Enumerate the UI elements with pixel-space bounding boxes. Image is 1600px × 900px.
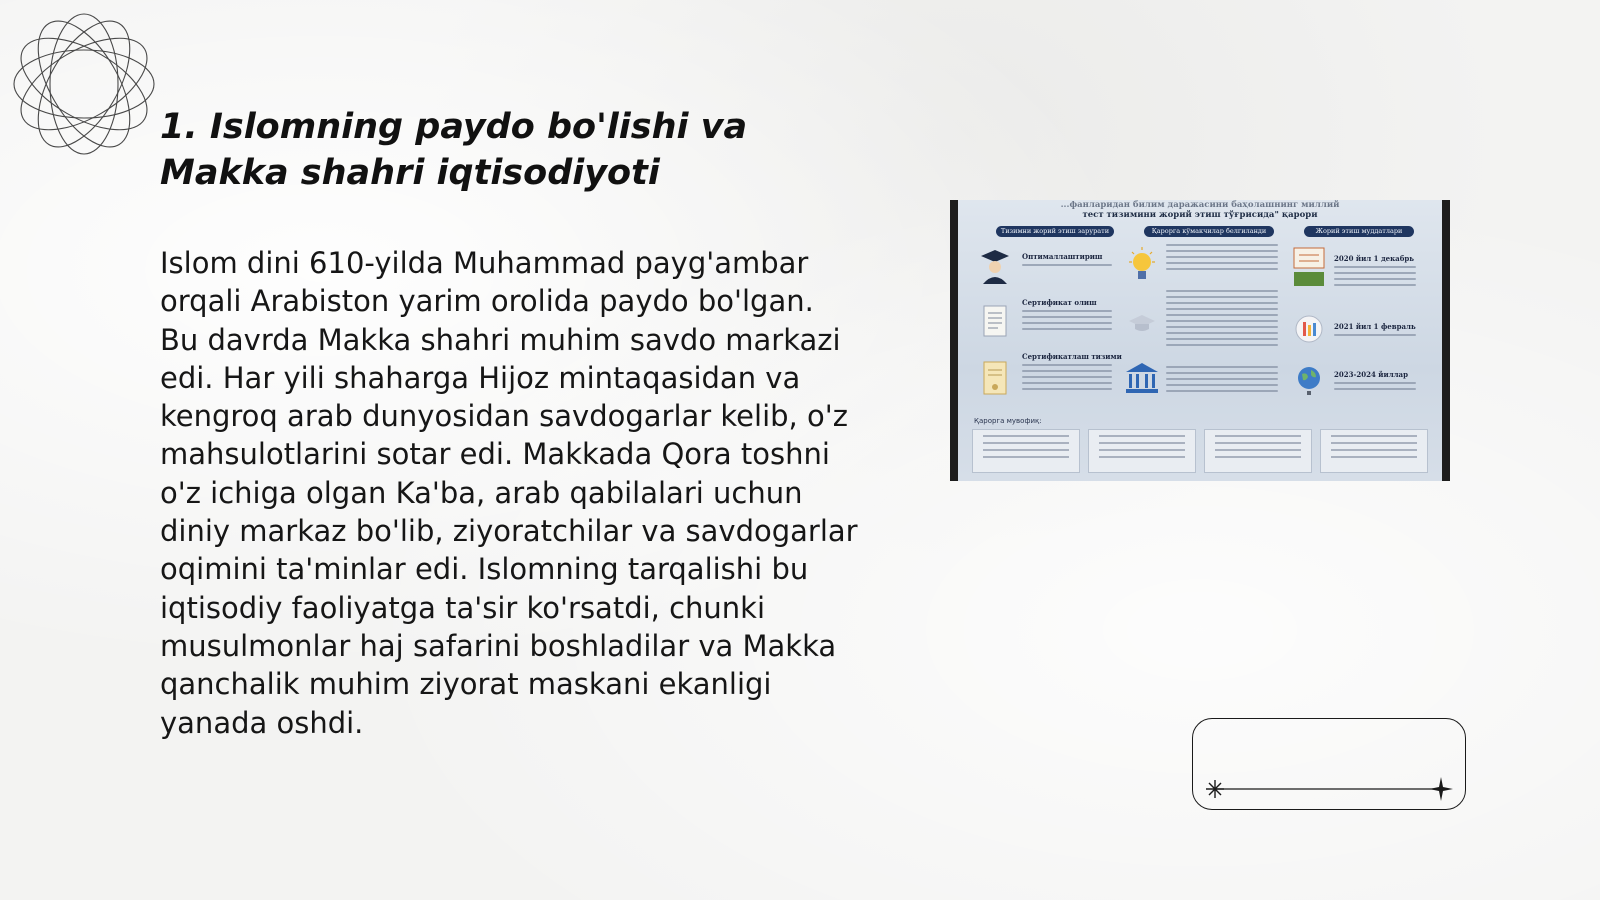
infographic-image [950,200,1450,481]
purpose-box [1204,429,1312,473]
slide-title: 1. Islomning paydo bo'lishi va Makka shahri iqtisodiyoti [160,107,748,193]
infographic-column-2: Қарорга кўмакчилар белгиланди [1144,226,1274,237]
row-title-1: Оптималлаштириш [1022,252,1103,261]
infographic-header: ...фанларидан билим даражасини баҳолашнинг миллий тест тизимини жорий этиш тўғрисида" қарори [1060,200,1340,220]
body-paragraph: Islom dini 610-yilda Muhammad payg'ambar orqali Arabiston yarim orolida paydo bo'lgan. Bu davrda Makka shahri muhim savdo markazi edi. Har yili shaharga Hijoz mintaqasidan va kengroq arab dunyosidan savdogarlar kelib, o'z mahsulotlarini sotar edi. Makkada Qora toshni o'z ichiga olgan Ka'ba, arab qabilalari uchun diniy markaz bo'lib, ziyoratchilar va savdogarlar oqimini ta'minlar edi. Islomning tarqalishi bu iqtisodiy faoliyatga ta'sir ko'rsatdi, chunki musulmonlar haj safarini boshladilar va Makka qanchalik muhim ziyorat maskani ekanligi yanada oshdi. [160,246,858,740]
purpose-box [1320,429,1428,473]
graduation-cap-icon [1128,312,1156,334]
purpose-box [972,429,1080,473]
row-title-2: Сертификат олиш [1022,298,1097,307]
date-label-1: 2020 йил 1 декабрь [1334,254,1415,263]
infographic-column-1: Тизимни жорий этиш зарурати [996,226,1114,237]
cross-star-icon [1193,719,1465,809]
decorative-line-widget [1192,718,1466,810]
calendar-icon [1292,246,1326,288]
lab-flask-icon [1294,314,1324,344]
row-title-3: Сертификатлаш тизими [1022,352,1122,361]
lightbulb-icon [1126,246,1158,286]
purpose-box [1088,429,1196,473]
document-icon [982,304,1008,338]
date-label-3: 2023-2024 йиллар [1334,370,1408,379]
circle-rosette-icon [8,8,160,160]
certificate-icon [982,360,1008,396]
date-label-2: 2021 йил 1 февраль [1334,322,1416,331]
infographic-footer-label: Қарорга мувофиқ: [974,417,1042,425]
institution-icon [1124,360,1160,396]
infographic-column-3: Жорий этиш муддатлари [1304,226,1414,237]
graduate-icon [980,248,1010,284]
globe-icon [1294,364,1324,398]
